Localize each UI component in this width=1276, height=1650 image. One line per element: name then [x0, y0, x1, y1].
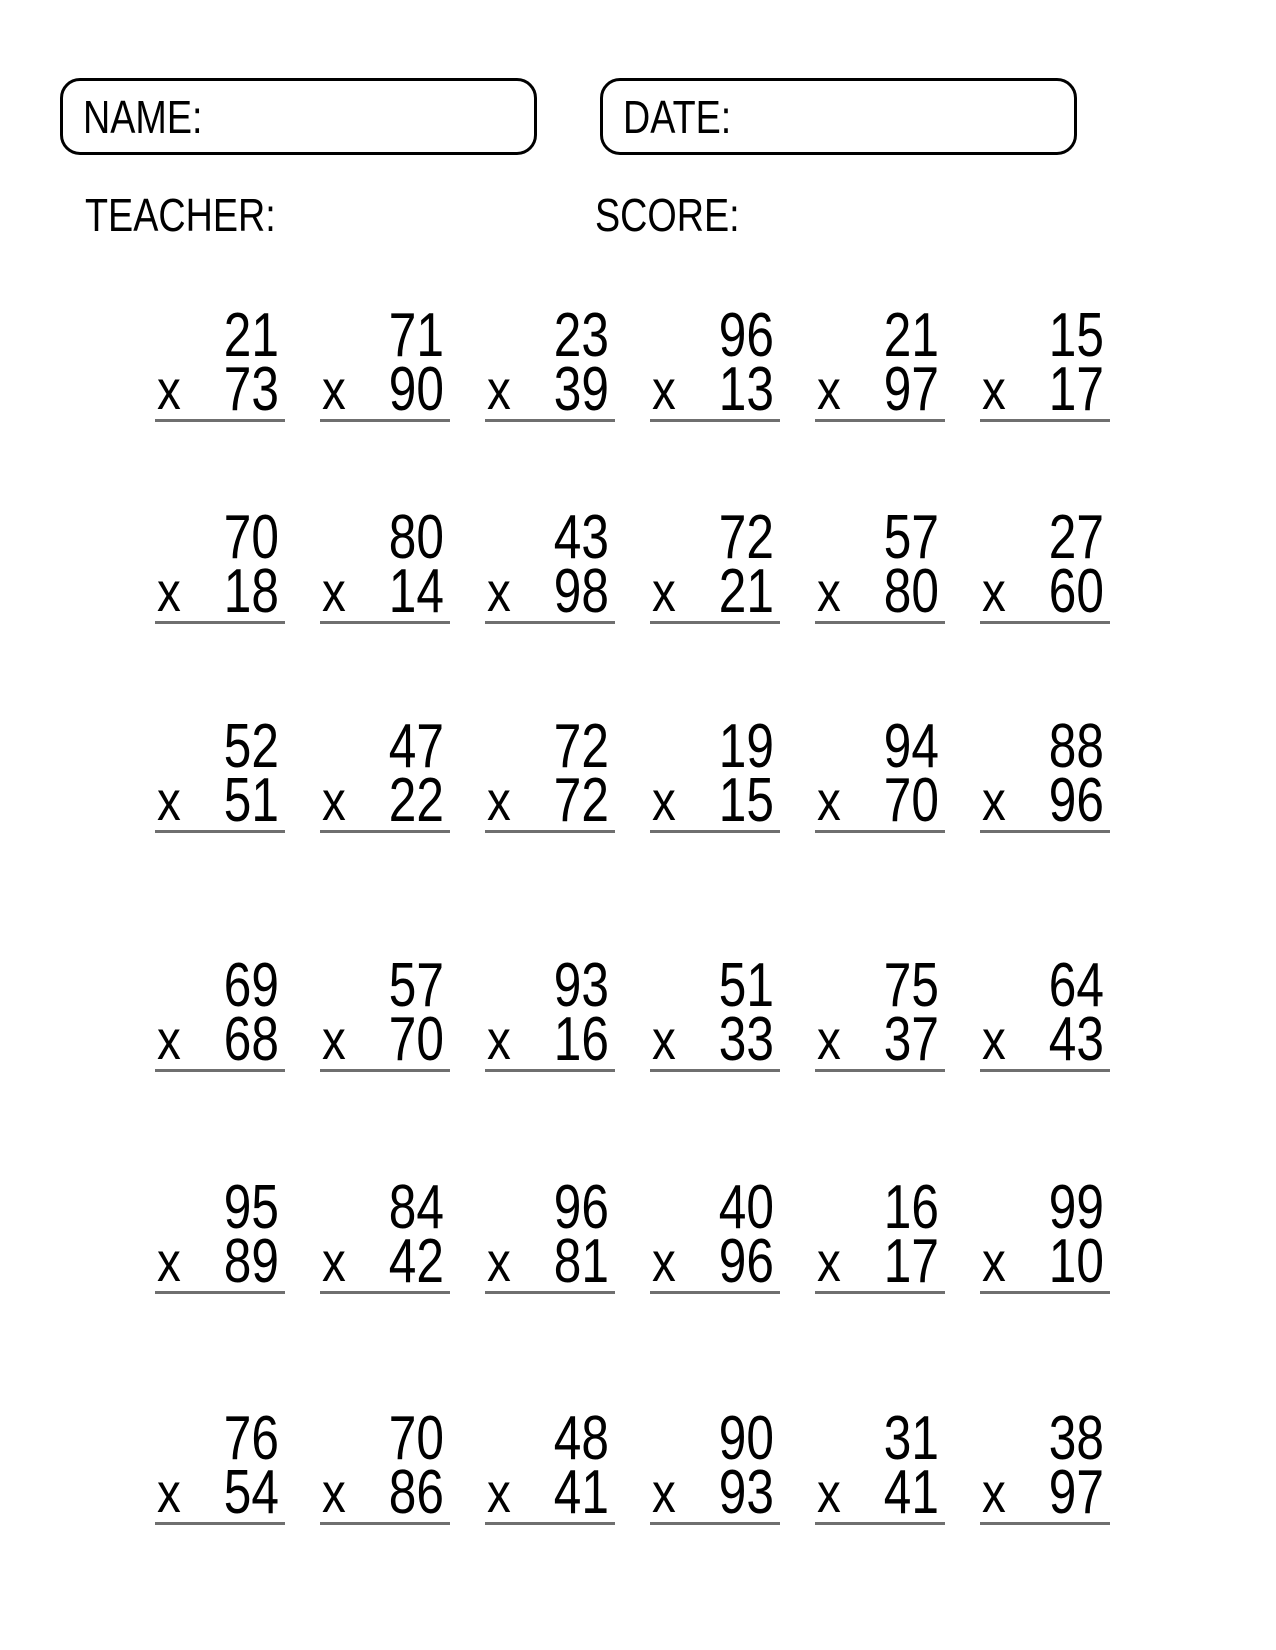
multiply-operator: x — [817, 1461, 841, 1524]
multiplier: 90 — [388, 355, 444, 424]
multiplier: 98 — [553, 557, 609, 626]
problem-row — [155, 951, 1110, 1074]
multiplier: 54 — [223, 1458, 279, 1527]
problem-cell — [815, 301, 945, 424]
teacher-field — [85, 188, 318, 242]
multiplier: 93 — [718, 1458, 774, 1527]
multiplicand: 57 — [388, 951, 444, 1020]
multiplier: 60 — [1048, 557, 1104, 626]
multiplier: 15 — [718, 766, 774, 835]
multiplicand: 47 — [388, 712, 444, 781]
multiplier: 68 — [223, 1005, 279, 1074]
multiply-operator: x — [157, 1230, 181, 1293]
multiplier: 10 — [1048, 1227, 1104, 1296]
multiplicand: 16 — [883, 1173, 939, 1242]
date-field-box — [600, 78, 1077, 155]
problem-cell — [650, 301, 780, 424]
problem-cell — [155, 1173, 285, 1296]
multiplier: 39 — [553, 355, 609, 424]
multiplier: 18 — [223, 557, 279, 626]
multiplicand: 71 — [388, 301, 444, 370]
multiplicand: 94 — [883, 712, 939, 781]
multiply-operator: x — [652, 1230, 676, 1293]
multiply-operator: x — [982, 1230, 1006, 1293]
multiplicand: 21 — [883, 301, 939, 370]
multiplier: 96 — [718, 1227, 774, 1296]
multiplicand: 93 — [553, 951, 609, 1020]
problem-cell — [980, 1404, 1110, 1527]
multiply-operator: x — [157, 560, 181, 623]
multiply-operator: x — [982, 358, 1006, 421]
multiplicand: 51 — [718, 951, 774, 1020]
problem-cell — [485, 951, 615, 1074]
problem-cell — [485, 301, 615, 424]
multiply-operator: x — [817, 358, 841, 421]
multiplicand: 38 — [1048, 1404, 1104, 1473]
problem-cell — [485, 1173, 615, 1296]
multiplier: 41 — [883, 1458, 939, 1527]
multiply-operator: x — [982, 560, 1006, 623]
problem-row — [155, 301, 1110, 424]
multiplier: 70 — [388, 1005, 444, 1074]
multiplier: 22 — [388, 766, 444, 835]
problem-row — [155, 503, 1110, 626]
problem-cell — [815, 712, 945, 835]
multiply-operator: x — [652, 1008, 676, 1071]
multiplicand: 88 — [1048, 712, 1104, 781]
problem-cell — [155, 1404, 285, 1527]
multiplicand: 70 — [223, 503, 279, 572]
multiply-operator: x — [322, 1461, 346, 1524]
multiplier: 72 — [553, 766, 609, 835]
problem-cell — [320, 301, 450, 424]
multiplier: 73 — [223, 355, 279, 424]
teacher-label: TEACHER: — [85, 189, 276, 241]
problem-cell — [320, 951, 450, 1074]
multiply-operator: x — [322, 769, 346, 832]
multiplicand: 64 — [1048, 951, 1104, 1020]
score-field — [595, 188, 771, 242]
multiplicand: 15 — [1048, 301, 1104, 370]
multiplicand: 69 — [223, 951, 279, 1020]
problem-cell — [485, 503, 615, 626]
multiplier: 70 — [883, 766, 939, 835]
multiplicand: 27 — [1048, 503, 1104, 572]
problem-cell — [650, 1404, 780, 1527]
problem-cell — [815, 1173, 945, 1296]
problem-cell — [815, 951, 945, 1074]
multiplicand: 95 — [223, 1173, 279, 1242]
multiply-operator: x — [487, 769, 511, 832]
multiplier: 89 — [223, 1227, 279, 1296]
score-label: SCORE: — [595, 189, 740, 241]
problem-row — [155, 1404, 1110, 1527]
multiply-operator: x — [652, 1461, 676, 1524]
multiply-operator: x — [157, 1008, 181, 1071]
multiply-operator: x — [982, 769, 1006, 832]
problem-cell — [980, 712, 1110, 835]
problem-cell — [155, 301, 285, 424]
multiply-operator: x — [487, 1230, 511, 1293]
problem-cell — [320, 1404, 450, 1527]
problem-cell — [650, 503, 780, 626]
multiplicand: 48 — [553, 1404, 609, 1473]
multiplicand: 72 — [553, 712, 609, 781]
multiplicand: 96 — [718, 301, 774, 370]
problem-cell — [980, 951, 1110, 1074]
multiplier: 17 — [1048, 355, 1104, 424]
multiplicand: 19 — [718, 712, 774, 781]
multiplier: 16 — [553, 1005, 609, 1074]
problem-cell — [980, 1173, 1110, 1296]
problem-cell — [650, 1173, 780, 1296]
multiply-operator: x — [652, 769, 676, 832]
multiply-operator: x — [817, 560, 841, 623]
multiply-operator: x — [322, 1230, 346, 1293]
multiplicand: 76 — [223, 1404, 279, 1473]
date-label: DATE: — [623, 90, 732, 143]
problem-row — [155, 712, 1110, 835]
multiplicand: 57 — [883, 503, 939, 572]
multiply-operator: x — [157, 769, 181, 832]
multiply-operator: x — [652, 358, 676, 421]
multiplicand: 31 — [883, 1404, 939, 1473]
multiply-operator: x — [817, 1008, 841, 1071]
multiply-operator: x — [487, 560, 511, 623]
multiplicand: 75 — [883, 951, 939, 1020]
problem-cell — [320, 503, 450, 626]
multiplier: 17 — [883, 1227, 939, 1296]
multiplier: 41 — [553, 1458, 609, 1527]
problem-cell — [980, 301, 1110, 424]
problem-cell — [815, 503, 945, 626]
multiplicand: 70 — [388, 1404, 444, 1473]
multiplicand: 40 — [718, 1173, 774, 1242]
multiplier: 81 — [553, 1227, 609, 1296]
multiplier: 80 — [883, 557, 939, 626]
multiplicand: 80 — [388, 503, 444, 572]
problem-cell — [980, 503, 1110, 626]
multiply-operator: x — [817, 769, 841, 832]
problems-grid — [155, 301, 1110, 1527]
problem-cell — [155, 712, 285, 835]
multiplicand: 23 — [553, 301, 609, 370]
problem-cell — [485, 712, 615, 835]
problem-cell — [155, 951, 285, 1074]
problem-cell — [320, 712, 450, 835]
multiply-operator: x — [487, 358, 511, 421]
multiplier: 51 — [223, 766, 279, 835]
multiplier: 13 — [718, 355, 774, 424]
problem-row — [155, 1173, 1110, 1296]
multiply-operator: x — [157, 1461, 181, 1524]
multiplier: 96 — [1048, 766, 1104, 835]
problem-cell — [650, 712, 780, 835]
multiplier: 97 — [883, 355, 939, 424]
multiplicand: 72 — [718, 503, 774, 572]
multiply-operator: x — [322, 560, 346, 623]
multiplier: 43 — [1048, 1005, 1104, 1074]
multiplier: 86 — [388, 1458, 444, 1527]
multiply-operator: x — [322, 1008, 346, 1071]
name-field-box — [60, 78, 537, 155]
multiply-operator: x — [487, 1008, 511, 1071]
problem-cell — [650, 951, 780, 1074]
problem-cell — [485, 1404, 615, 1527]
multiply-operator: x — [322, 358, 346, 421]
multiplicand: 90 — [718, 1404, 774, 1473]
multiplier: 42 — [388, 1227, 444, 1296]
problem-cell — [815, 1404, 945, 1527]
multiply-operator: x — [652, 560, 676, 623]
multiplier: 97 — [1048, 1458, 1104, 1527]
multiply-operator: x — [982, 1008, 1006, 1071]
multiply-operator: x — [817, 1230, 841, 1293]
multiplicand: 52 — [223, 712, 279, 781]
multiplicand: 99 — [1048, 1173, 1104, 1242]
name-label: NAME: — [83, 90, 203, 143]
multiply-operator: x — [982, 1461, 1006, 1524]
multiplicand: 43 — [553, 503, 609, 572]
multiplier: 37 — [883, 1005, 939, 1074]
multiplier: 14 — [388, 557, 444, 626]
multiply-operator: x — [487, 1461, 511, 1524]
problem-cell — [320, 1173, 450, 1296]
multiplicand: 96 — [553, 1173, 609, 1242]
multiplier: 21 — [718, 557, 774, 626]
multiplicand: 84 — [388, 1173, 444, 1242]
multiplicand: 21 — [223, 301, 279, 370]
problem-cell — [155, 503, 285, 626]
multiply-operator: x — [157, 358, 181, 421]
multiplier: 33 — [718, 1005, 774, 1074]
